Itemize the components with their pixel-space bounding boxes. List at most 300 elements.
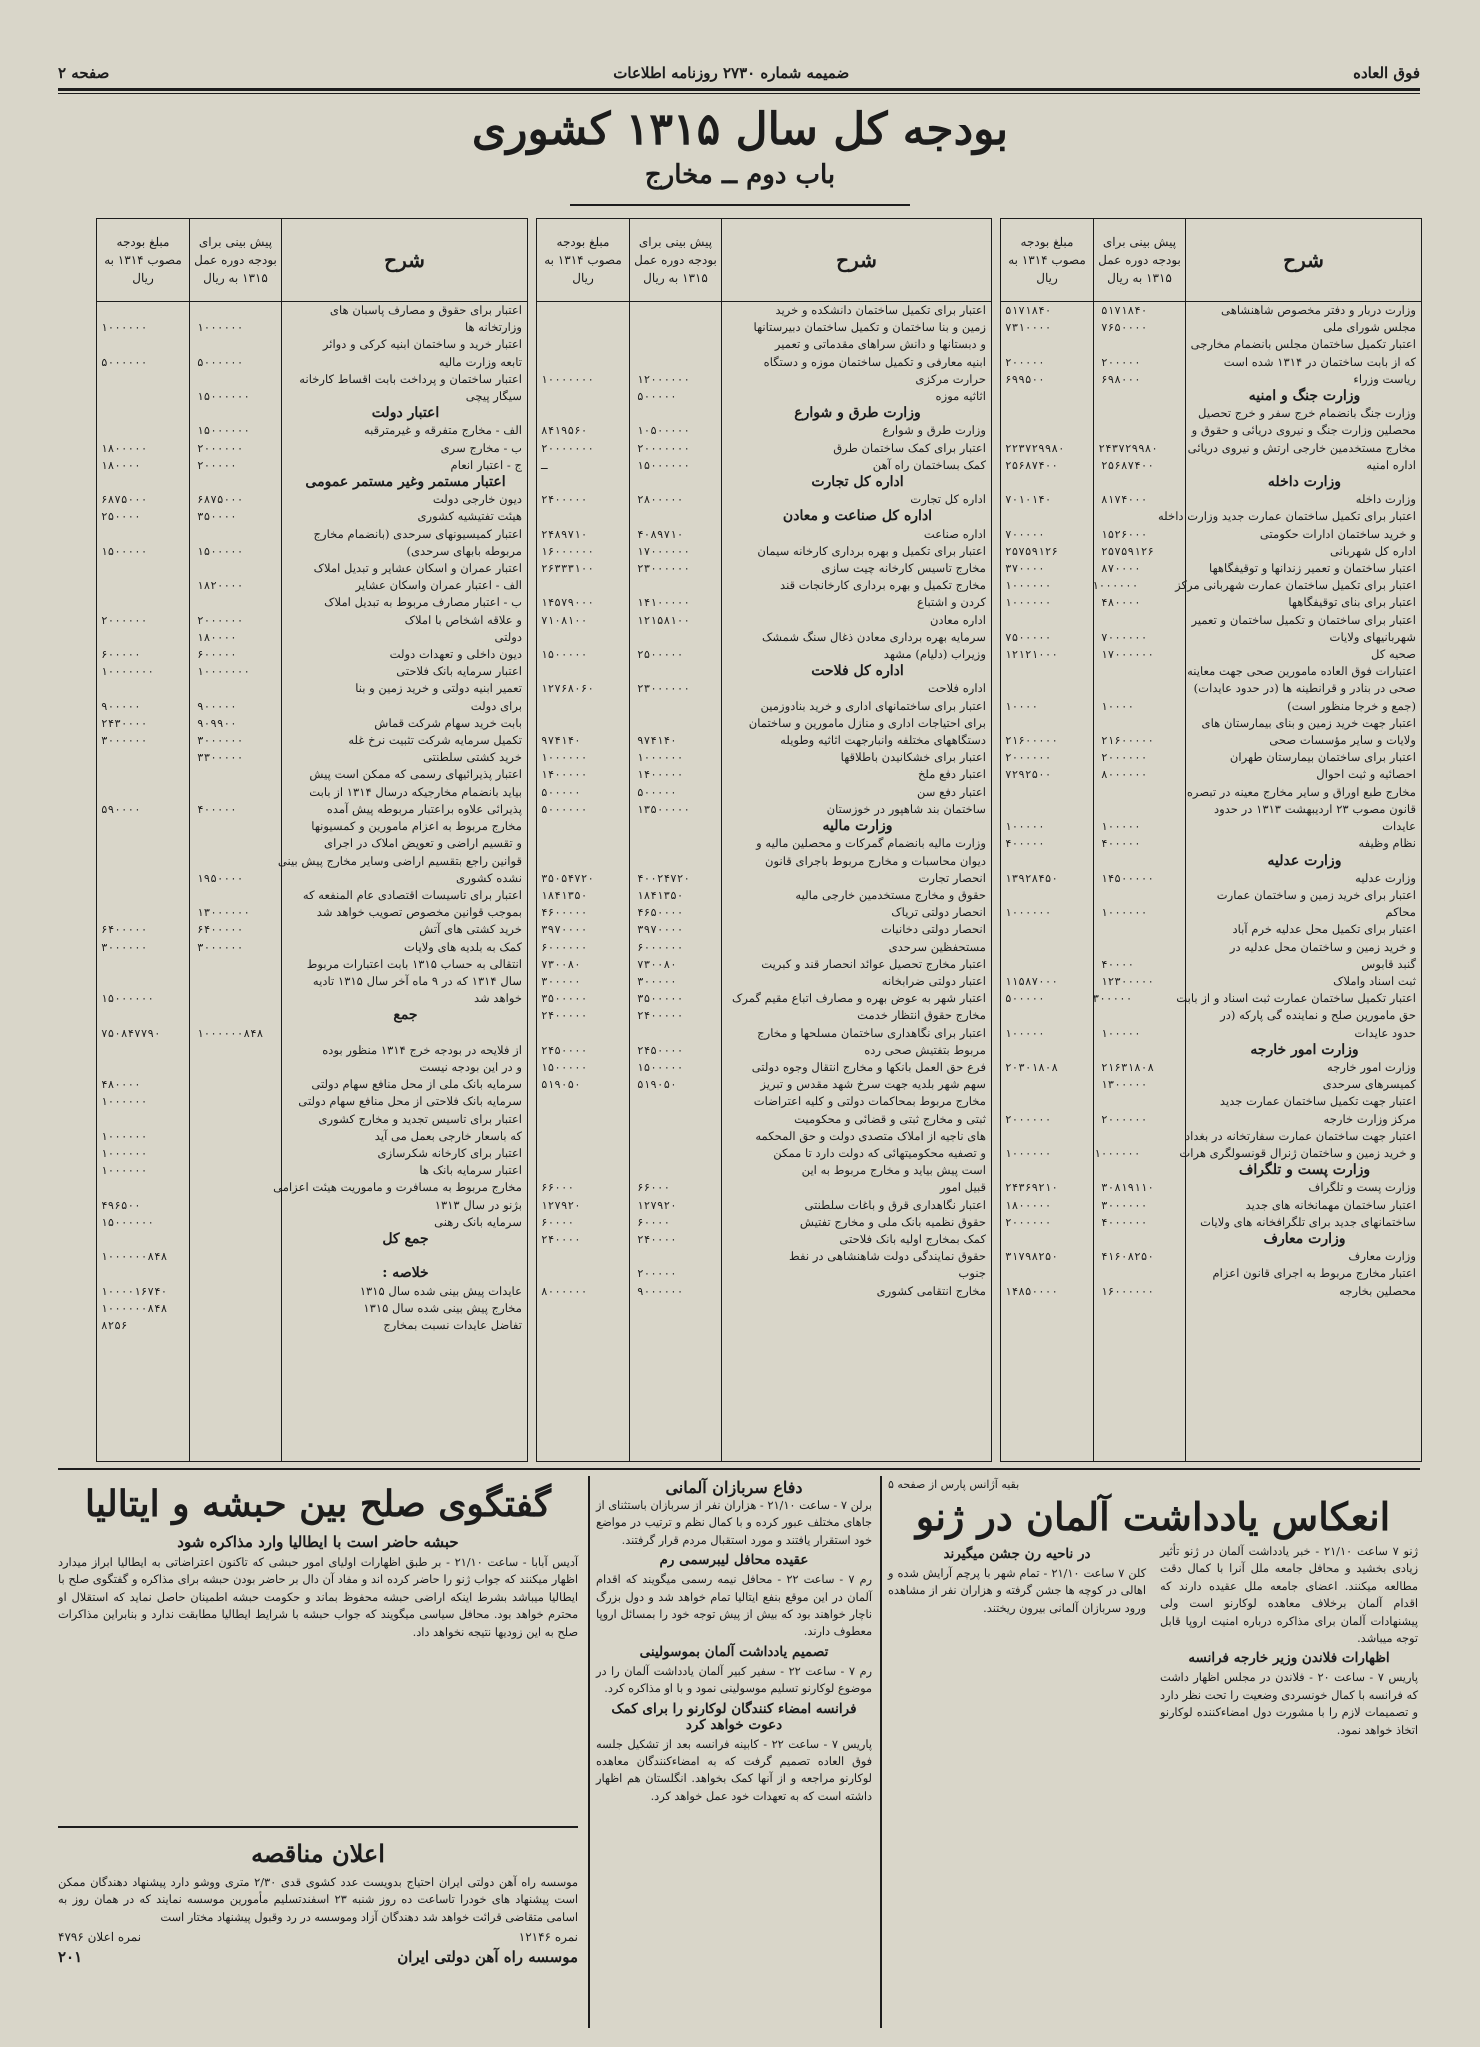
budget-row (97, 457, 527, 474)
budget-row-approved (537, 715, 633, 732)
budget-row-forecast: ۴۰۰۰۰۰۰ (1101, 1215, 1148, 1229)
budget-row-approved: ۱۰۰۰۰۰۰۰ (541, 372, 594, 386)
budget-row-approved: ۲۰۰۰۰۰۰ (1005, 751, 1052, 765)
budget-row-description: اعتبار برای تاسیس تجدید و مخارج کشوری (318, 1111, 522, 1126)
budget-row-approved (97, 474, 193, 491)
budget-row-approved: ۱۸۰۰۰۰۰ (101, 441, 148, 455)
budget-row-forecast: ۴۱۶۰۸۲۵۰ (1101, 1250, 1154, 1264)
budget-row-approved (537, 302, 633, 319)
budget-row-approved (1001, 801, 1097, 818)
budget-row (1001, 1145, 1421, 1162)
budget-row-approved: ۱۰۰۰۰۰ (1005, 1026, 1045, 1040)
budget-row-forecast: ۲۰۰۰۰۰ (1101, 355, 1141, 369)
article-headline: گفتگوی صلح بین حبشه و ایتالیا (84, 1483, 552, 1525)
budget-row-forecast (1079, 508, 1157, 525)
budget-row-description: حقوق و مخارج مستخدمین خارجی مالیه (795, 887, 986, 902)
budget-row-forecast (193, 371, 289, 388)
budget-row-forecast (633, 1162, 729, 1179)
article-headline: انعکاس یادداشت آلمان در ژنو (915, 1494, 1391, 1539)
budget-row (1001, 646, 1421, 663)
budget-row-approved (1001, 853, 1097, 870)
budget-row-description: خلاصه : (382, 1265, 429, 1282)
budget-row-forecast (193, 818, 289, 835)
article-note: بقیه آژانس پارس از صفحه ۵ (888, 1478, 1020, 1491)
budget-row-approved (537, 577, 633, 594)
budget-row (97, 698, 527, 715)
budget-row-description: نشده کشوری (456, 870, 522, 885)
budget-row-approved: ۳۱۷۹۸۲۵۰ (1005, 1250, 1058, 1264)
budget-row-description: و خرید زمین و ساختمان محل عدلیه در (1229, 939, 1416, 954)
budget-row-description: سرمایه بانک ملی از محل منافع سهام دولتی (311, 1077, 522, 1092)
budget-row (1001, 319, 1421, 336)
budget-row-approved: ۲۶۳۳۳۱۰۰ (541, 562, 594, 576)
budget-row-approved: ۱۰۰۰۰۰۰ (101, 1164, 148, 1178)
budget-row-approved: ۱۶۰۰۰۰۰۰ (541, 544, 594, 558)
budget-row (1001, 1179, 1421, 1196)
budget-row-approved (97, 629, 193, 646)
budget-row-description: نظام وظیفه (1358, 836, 1416, 851)
budget-row (1001, 749, 1421, 766)
budget-row-approved (537, 1128, 633, 1145)
budget-row (537, 1025, 991, 1042)
budget-row (1001, 973, 1421, 990)
budget-row-forecast (193, 973, 289, 990)
budget-row-approved (1001, 1042, 1097, 1059)
budget-row-description: کردن و اشتباع (917, 595, 986, 610)
budget-row (97, 319, 527, 336)
budget-row (537, 491, 991, 508)
budget-row-description: محاکم (1385, 905, 1416, 920)
budget-row-description: اعتبار جهت تکمیل ساختمان عمارت جدید (1219, 1094, 1416, 1109)
budget-row (1001, 336, 1421, 353)
budget-row-forecast (193, 405, 289, 422)
budget-row-forecast (633, 1093, 729, 1110)
budget-row-description: وزارت داخله (1355, 492, 1416, 507)
budget-row (97, 1214, 527, 1231)
budget-row-approved (537, 835, 633, 852)
budget-section-heading (537, 474, 991, 491)
column-rule (880, 1476, 882, 2028)
masthead (58, 58, 1420, 88)
budget-row-description: وزارت جنگ و امنیه (1248, 388, 1361, 405)
column-divider (1185, 301, 1186, 1461)
budget-row-approved: ۱۵۰۰۰۰۰ (541, 1060, 588, 1074)
budget-section-heading (1001, 1231, 1421, 1248)
budget-row-description: ثبت اسناد واملاک (1333, 973, 1416, 988)
budget-row-approved (97, 371, 193, 388)
budget-row-forecast (1097, 388, 1193, 405)
budget-row-approved (537, 853, 633, 870)
budget-row-approved: ۲۱۶۰۰۰۰۰ (1005, 734, 1058, 748)
budget-row-approved: ۱۴۰۰۰۰۰ (541, 768, 588, 782)
budget-row-forecast: ۱۵۲۶۰۰۰ (1101, 527, 1148, 541)
budget-row-approved: ۶۸۷۵۰۰۰ (101, 493, 148, 507)
budget-row-description: اعتبار نگاهداری قرق و باغات سلطنتی (804, 1197, 986, 1212)
article-subhead: اظهارات فلاندن وزیر خارجه فرانسه (1188, 1650, 1390, 1667)
budget-row-description: فرع حق العمل بانکها و مخارج انتقال وجوه دولتی (751, 1059, 986, 1074)
budget-section-heading (1001, 474, 1421, 491)
budget-row-approved (1001, 1162, 1097, 1179)
budget-row-approved: ۲۰۳۰۱۸۰۸ (1005, 1060, 1058, 1074)
budget-row-description: دیوان محاسبات و مخارج مربوط باجرای قانون (765, 853, 986, 868)
budget-row-forecast: ۶۰۰۰۰ (637, 1215, 671, 1229)
budget-row-forecast: ۲۴۰۰۰۰۰ (637, 1009, 684, 1023)
budget-row-approved: ۲۰۰۰۰۰۰ (1005, 1112, 1052, 1126)
budget-row (537, 1162, 991, 1179)
budget-row-description: اداره صناعت (923, 526, 986, 541)
budget-row-description: وزارت امور خارجه (1326, 1059, 1416, 1074)
budget-row-approved: ۱۵۰۰۰۰۰ (541, 648, 588, 662)
budget-row-description: اعتبار کمیسیونهای سرحدی (بانضمام مخارج (313, 526, 522, 541)
budget-row-description: و خرید زمین و ساختمان ژنرال قونسولگری هرات (1179, 1145, 1416, 1160)
budget-row (97, 1248, 527, 1265)
budget-row-description: اعتبار برای تکمیل محل عدلیه خرم آباد (1232, 922, 1416, 937)
budget-row-description: اعتبار ساختمان و پرداخت بابت اقساط کارخانه (299, 371, 522, 386)
budget-row (97, 973, 527, 990)
budget-row-forecast: ۱۲۳۰۰۰۰۰ (1101, 974, 1154, 988)
budget-row (1001, 990, 1421, 1007)
column-divider (189, 301, 190, 1461)
budget-row-approved: ۱۰۰۰۰۰۰ (1005, 596, 1052, 610)
budget-row (537, 646, 991, 663)
budget-row (97, 1093, 527, 1110)
budget-row-description: وزارت مالیه بانضمام گمرکات و محصلین مالیه و (756, 836, 986, 851)
budget-row-forecast: ۵۱۷۱۸۴۰ (1101, 304, 1148, 317)
masthead-right: صفحه ۲ (58, 64, 110, 82)
budget-row (97, 956, 527, 973)
budget-row-description: سهم شهر بلدیه جهت سرخ شهد مقدس و تبریز (760, 1077, 986, 1092)
budget-row-description: سال ۱۳۱۴ که در ۹ ماه آخر سال ۱۳۱۵ تادیه (312, 973, 522, 988)
budget-row-approved (537, 1162, 633, 1179)
budget-column-middle (536, 218, 992, 1462)
budget-row-description: و در این بودجه نیست (419, 1059, 522, 1074)
budget-row-forecast: ۲۰۰۰۰۰۰ (1101, 751, 1148, 765)
budget-row (537, 1093, 991, 1110)
budget-row-approved (97, 1179, 185, 1196)
budget-row (97, 646, 527, 663)
budget-row-approved: ۷۲۹۲۵۰۰ (1005, 768, 1052, 782)
budget-row (97, 663, 527, 680)
budget-row (537, 629, 991, 646)
budget-section-heading (1001, 1042, 1421, 1059)
budget-row-forecast (1097, 1265, 1193, 1282)
budget-row-description: اعتبار دولتی ضرابخانه (881, 973, 986, 988)
header-forecast: پیش بینی برای بودجه دوره عمل ۱۳۱۵ به ریال (1093, 219, 1185, 301)
budget-section-heading (97, 405, 527, 422)
budget-row (537, 939, 991, 956)
budget-row (97, 422, 527, 439)
budget-row (1001, 680, 1421, 697)
budget-row-forecast: ۳۰۰۰۰۰۰ (197, 940, 244, 954)
budget-row (537, 440, 991, 457)
budget-row-forecast (193, 1111, 289, 1128)
budget-row-description: اداره کل شهربانی (1329, 543, 1416, 558)
budget-row (1001, 457, 1421, 474)
header-approved: مبلغ بودجه مصوب ۱۳۱۴ به ریال (1008, 235, 1086, 285)
budget-row-forecast: ۳۵۰۰۰۰ (197, 510, 237, 524)
budget-row (537, 1231, 991, 1248)
budget-row (537, 698, 991, 715)
budget-row-description: اعتبار پذیرائیهای رسمی که ممکن است پیش (309, 767, 522, 782)
budget-row-approved (537, 354, 633, 371)
budget-row-approved: ۶۰۰۰۰۰ (101, 648, 141, 662)
budget-row-description: اعتبار مخارج تحصیل عوائد انحصار قند و کبریت (761, 956, 986, 971)
budget-column-header (97, 219, 527, 302)
budget-row (1001, 663, 1421, 680)
budget-row (537, 784, 991, 801)
budget-row-description: دولتی (494, 629, 522, 644)
budget-row-description: اعتبار برای تکمیل ساختمان دانشکده و خرید (775, 303, 986, 317)
budget-row-description: مخارج پیش بینی شده سال ۱۳۱۵ (363, 1300, 522, 1315)
budget-row-forecast: ۴۰۸۹۷۱۰ (637, 527, 684, 541)
budget-row-forecast (1096, 422, 1191, 439)
budget-row-description: اعتبار شهر به عوض بهره و مصارف اتباع مقیم گمرک (732, 991, 986, 1006)
budget-row (97, 526, 527, 543)
budget-row-approved (1001, 405, 1097, 422)
budget-row-approved (1001, 921, 1097, 938)
budget-row-description: انتقالی به حساب ۱۳۱۵ بابت اعتبارات مربوط (306, 956, 522, 971)
budget-row-forecast (1094, 663, 1187, 680)
budget-row-forecast (633, 1248, 729, 1265)
budget-row-forecast (633, 336, 729, 353)
page-title: بودجه کل سال ۱۳۱۵ کشوری (471, 104, 1009, 155)
budget-row-description: تفاضل عایدات نسبت بمخارج (383, 1317, 522, 1332)
budget-row-description: و تصفیه محکومیتهائی که دولت دارد تا ممکن (773, 1145, 986, 1160)
budget-row-description: عایدات پیش بینی شده سال ۱۳۱۵ (359, 1283, 522, 1298)
budget-row-approved: ۱۰۰۰۰۰۰ (1005, 1146, 1052, 1160)
budget-row (537, 887, 991, 904)
budget-row-description: مخارج طبع اوراق و سایر مخارج معینه در تبصره (1186, 784, 1416, 799)
budget-row (97, 1145, 527, 1162)
budget-row-description: عایدات (1382, 819, 1416, 834)
budget-row-approved: ۲۰۰۰۰۰ (1005, 355, 1045, 369)
budget-row-forecast (633, 319, 729, 336)
budget-row-approved (97, 870, 193, 887)
budget-row-description: برای دولت (470, 698, 522, 713)
budget-row-approved: ۱۰۰۰۰ (1005, 699, 1039, 713)
article-ethiopia (596, 1478, 872, 2028)
budget-row (1001, 302, 1421, 319)
budget-row-approved (537, 1025, 633, 1042)
budget-row-description: حدود عایدات (1354, 1025, 1416, 1040)
budget-row (537, 336, 991, 353)
budget-section-heading (97, 1007, 527, 1024)
budget-row-description: اعتبار برای بنای توقیفگاهها (1288, 595, 1416, 610)
budget-row-approved (537, 388, 633, 405)
budget-row-description: بژنو در سال ۱۳۱۳ (434, 1197, 522, 1212)
budget-row-forecast (633, 853, 729, 870)
budget-row-description: بابت خرید سهام شرکت قماش (374, 715, 522, 730)
budget-row-forecast: ۱۴۵۰۰۰۰۰ (1101, 871, 1154, 885)
budget-row-forecast (1093, 1128, 1185, 1145)
budget-row-description: اداره کل تجارت (811, 474, 904, 491)
budget-row-forecast (193, 474, 289, 491)
budget-row-description: اداره فلاحت (928, 681, 986, 696)
budget-row-approved (97, 680, 193, 697)
budget-section-heading (97, 1265, 527, 1282)
budget-row (1001, 1059, 1421, 1076)
budget-row-approved: ۱۰۰۰۰۰۰ (101, 1129, 148, 1143)
budget-row-description: اثاثیه موزه (935, 389, 986, 404)
budget-row (537, 749, 991, 766)
budget-row (1001, 887, 1421, 904)
budget-row-forecast (193, 1265, 289, 1282)
budget-row-forecast (193, 1231, 289, 1248)
budget-rows-right (1001, 302, 1421, 1300)
budget-row-description: اعتبار جهت ساختمان عمارت سفارتخانه در بغداد (1184, 1128, 1416, 1143)
budget-row-forecast: ۱۲۰۰۰۰۰۰ (637, 372, 690, 386)
budget-row-forecast (193, 1042, 289, 1059)
budget-row-forecast: ۱۰۰۰۰۰۰ (1094, 1146, 1141, 1160)
budget-row-description: اداره امنیه (1366, 457, 1416, 472)
budget-row-forecast: ۱۳۰۰۰۰۰ (1101, 1078, 1148, 1092)
budget-row-description: تابعه وزارت مالیه (438, 354, 522, 369)
budget-row-forecast: ۳۹۷۰۰۰۰ (637, 923, 684, 937)
budget-row (1001, 543, 1421, 560)
budget-row-description: اداره معادن (930, 612, 986, 627)
header-forecast: پیش بینی برای بودجه دوره عمل ۱۳۱۵ به ریال (629, 219, 721, 301)
header-description: شرح (721, 219, 991, 301)
budget-row-approved: ۷۰۰۰۰۰ (1005, 527, 1045, 541)
budget-row-description: اعتبار دفع ملخ (917, 767, 986, 782)
tender-code: ۲۰۱ (58, 1948, 83, 1967)
budget-row-description: مخارج مربوط به مسافرت و ماموریت هیئت اعزامی (273, 1180, 522, 1195)
budget-row-approved (97, 577, 193, 594)
article-subhead: در ناحیه رن جشن میگیرند (943, 1546, 1091, 1562)
budget-row-approved: ۱۰۰۰۰۰۰ (541, 751, 588, 765)
column-rule (588, 1476, 590, 2028)
budget-row-approved (1001, 663, 1094, 680)
budget-row-description: و دبستانها و دانش سراهای مقدماتی و تعمیر (774, 337, 986, 352)
budget-row-description: اعتبار جهت خرید زمین و بنای بیمارستان های (1201, 715, 1416, 730)
budget-row-forecast (193, 1214, 289, 1231)
budget-row-description: کمک به بلدیه های ولایات (404, 939, 522, 954)
budget-row-forecast (193, 1300, 289, 1317)
budget-row-forecast (633, 405, 729, 422)
budget-row (537, 577, 991, 594)
budget-row-approved: ۱۰۰۰۰۰۰ (101, 321, 148, 335)
budget-row (97, 870, 527, 887)
budget-row-approved: ۶۴۰۰۰۰۰ (101, 923, 148, 937)
budget-row-approved: ۹۰۰۰۰۰ (101, 699, 141, 713)
budget-row-approved: ۲۴۰۰۰۰۰ (541, 493, 588, 507)
budget-row (1001, 560, 1421, 577)
budget-row (537, 1265, 991, 1282)
budget-section-heading (1001, 853, 1421, 870)
budget-row-description: ابنیه معارفی و تکمیل ساختمان موزه و دستگاه (763, 354, 986, 369)
budget-row-description: وزارت پست و تلگراف (1238, 1162, 1371, 1179)
budget-row-forecast (633, 302, 729, 319)
budget-row-description: اعتبار برای خشکانیدن باطلاقها (840, 750, 986, 765)
budget-row (1001, 870, 1421, 887)
budget-row-description: الف - اعتبار عمران واسکان عشایر (355, 578, 522, 593)
budget-row-description: اعتبار سرمایه بانک فلاحتی (396, 664, 522, 679)
article-subhead: تصمیم یادداشت آلمان بموسولینی (639, 1643, 829, 1660)
budget-row (537, 973, 991, 990)
article-body: کلن ۷ ساعت ۲۱/۱۰ - تمام شهر با پرچم آرایش شده و اهالی در کوچه ها جشن گرفته و هزاران نفر از مشاهده ورود سربازان آلمانی بیرون ریختند. (888, 1567, 1147, 1615)
budget-row-approved (97, 405, 193, 422)
budget-row-forecast: ۱۵۰۰۰۰۰۰ (197, 390, 250, 404)
budget-row-approved (97, 560, 193, 577)
budget-row-forecast: ۷۳۰۰۸۰ (637, 957, 677, 971)
budget-row (97, 560, 527, 577)
budget-column-header (537, 219, 991, 302)
budget-row (1001, 1283, 1421, 1300)
budget-row-approved (97, 853, 187, 870)
budget-row-forecast: ۲۵۷۵۹۱۲۶ (1101, 544, 1154, 558)
budget-row-forecast (633, 698, 729, 715)
budget-row-forecast (193, 766, 289, 783)
budget-row-approved: ۲۲۳۷۲۹۹۸۰ (1005, 441, 1065, 455)
budget-row-forecast: ۳۰۰۰۰۰۰ (197, 734, 244, 748)
budget-row-description: ب - مخارج سری (440, 440, 522, 455)
budget-row (537, 1283, 991, 1300)
budget-row-forecast: ۶۰۰۰۰۰۰ (637, 940, 684, 954)
budget-row (537, 766, 991, 783)
budget-row-approved: ۲۴۳۶۹۲۱۰ (1005, 1181, 1058, 1195)
budget-row-description: خرید کشتی سلطنتی (423, 750, 522, 765)
section-rule (58, 1468, 1420, 1470)
budget-row-approved (1001, 612, 1096, 629)
budget-row-forecast (633, 577, 729, 594)
budget-rows-left (97, 302, 527, 1334)
budget-row-description: شهربانیهای ولایات (1329, 629, 1416, 644)
budget-row-description: کمک بمخارج اولیه بانک فلاحتی (839, 1231, 986, 1246)
budget-row-forecast (633, 818, 729, 835)
budget-row-approved: ۶۹۹۵۰۰ (1005, 372, 1045, 386)
budget-section-heading (97, 1231, 527, 1248)
budget-row-forecast (1097, 939, 1193, 956)
budget-row-forecast: ۱۳۵۰۰۰۰۰ (637, 802, 690, 816)
tender-number: نمره ۱۲۱۴۶ (518, 1930, 578, 1945)
budget-row-approved: ۱۰۰۰۰۱۶۷۴۰ (101, 1284, 168, 1298)
budget-row-description (289, 1025, 527, 1042)
budget-row-forecast: ۱۶۰۰۰۰۰۰ (1101, 1284, 1154, 1298)
budget-row-forecast (1097, 1042, 1193, 1059)
budget-row-approved: ۲۵۶۸۷۴۰۰ (1005, 458, 1058, 472)
budget-row-forecast: ۳۵۰۰۰۰۰ (637, 992, 684, 1006)
header-approved: مبلغ بودجه مصوب ۱۳۱۴ به ریال (544, 235, 622, 285)
budget-row-forecast: ۲۴۰۰۰۰ (637, 1232, 677, 1246)
budget-row-description: دیون داخلی و تعهدات دولت (389, 647, 522, 662)
budget-row-approved (97, 1265, 193, 1282)
budget-row-description: بموجب قوانین مخصوص تصویب خواهد شد (316, 905, 522, 920)
budget-row-description: و تقسیم اراضی و تعویض املاک در اجرای (324, 836, 522, 851)
article-body: پاریس ۷ - ساعت ۲۲ - کابینه فرانسه بعد از تشکیل جلسه فوق العاده تصمیم گرفت که به امضاءکنندگان معاهده لوکارنو مراجعه و از آنها کمک بخواهد. انگلستان هم اظهار داشته است که به تعهدات خود عمل خواهد کرد. (596, 1737, 872, 1803)
budget-row-description: سرمایه بانک رهنی (434, 1214, 522, 1229)
budget-row (537, 990, 991, 1007)
column-divider (629, 301, 630, 1461)
budget-row-description: قبیل امور (939, 1180, 986, 1195)
budget-row-forecast (193, 887, 289, 904)
budget-row-forecast (1097, 1007, 1193, 1024)
budget-row-forecast: ۵۰۰۰۰۰۰ (197, 355, 244, 369)
budget-row-forecast: ۱۰۰۰۰ (1101, 699, 1135, 713)
budget-row-forecast: ۲۱۶۳۱۸۰۸ (1101, 1060, 1154, 1074)
budget-row-forecast: ۶۰۰۰۰۰ (197, 648, 237, 662)
budget-row-approved (537, 1265, 633, 1282)
budget-row (97, 1197, 527, 1214)
column-divider (281, 301, 282, 1461)
budget-row-forecast (193, 1059, 289, 1076)
budget-row-approved (1001, 1093, 1097, 1110)
budget-row-description: انحصار دولتی تریاک (891, 905, 986, 920)
budget-row-description: اداره کل صناعت و معادن (782, 508, 933, 525)
budget-row-description: اداره کل تجارت (910, 492, 986, 507)
budget-row (97, 818, 527, 835)
budget-row-description: اعتبار تکمیل ساختمان عمارت ثبت اسناد و از بابت (1176, 991, 1416, 1006)
budget-row (97, 715, 527, 732)
